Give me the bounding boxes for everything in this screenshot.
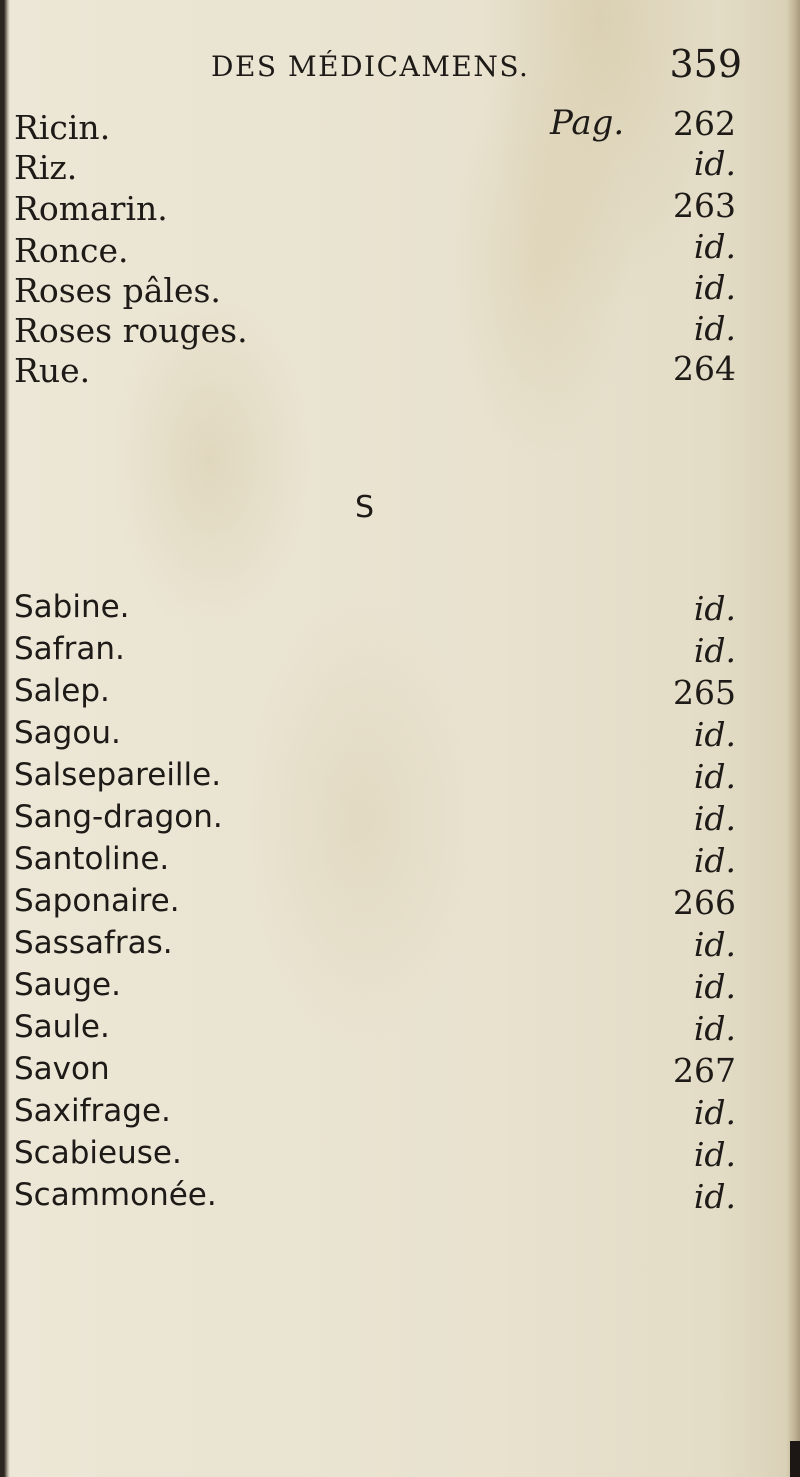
entry-page-rue: 264 xyxy=(673,349,736,388)
entry-name-roses-rouges: Roses rouges. xyxy=(14,311,248,350)
entry-page-scammonee: id. xyxy=(693,1177,736,1216)
entry-name-savon: Savon xyxy=(14,1051,110,1087)
entry-name-salep: Salep. xyxy=(14,673,110,709)
entry-name-sauge: Sauge. xyxy=(14,967,121,1003)
entry-name-sagou: Sagou. xyxy=(14,715,121,751)
entry-name-scabieuse: Scabieuse. xyxy=(14,1135,182,1171)
entry-page-saponaire: 266 xyxy=(673,883,736,922)
entry-name-sabine: Sabine. xyxy=(14,589,130,625)
entry-name-saule: Saule. xyxy=(14,1009,110,1045)
entry-page-ricin: 262 xyxy=(673,104,736,143)
entry-page-sagou: id. xyxy=(693,715,736,754)
entry-name-roses-pales: Roses pâles. xyxy=(14,271,221,310)
entry-name-ricin: Ricin. xyxy=(14,108,111,147)
running-title: DES MÉDICAMENS. xyxy=(211,50,530,83)
entry-page-santoline: id. xyxy=(693,841,736,880)
entry-page-safran: id. xyxy=(693,631,736,670)
entry-name-safran: Safran. xyxy=(14,631,125,667)
entry-name-sassafras: Sassafras. xyxy=(14,925,173,961)
entry-page-sassafras: id. xyxy=(693,925,736,964)
section-letter-s: S xyxy=(355,490,375,525)
entry-name-sang-dragon: Sang-dragon. xyxy=(14,799,223,835)
entry-name-romarin: Romarin. xyxy=(14,189,168,228)
left-margin-rule xyxy=(0,0,10,1477)
entry-page-sang-dragon: id. xyxy=(693,799,736,838)
page-edge-shadow xyxy=(786,0,800,1477)
entry-page-sabine: id. xyxy=(693,589,736,628)
entry-page-romarin: 263 xyxy=(673,186,736,225)
entry-name-saxifrage: Saxifrage. xyxy=(14,1093,171,1129)
entry-page-saxifrage: id. xyxy=(693,1093,736,1132)
entry-page-sauge: id. xyxy=(693,967,736,1006)
entry-name-salsepareille: Salsepareille. xyxy=(14,757,222,793)
entry-name-ronce: Ronce. xyxy=(14,231,129,270)
page-corner-mark xyxy=(790,1441,800,1477)
entry-page-riz: id. xyxy=(693,144,736,183)
entry-page-scabieuse: id. xyxy=(693,1135,736,1174)
entry-page-salep: 265 xyxy=(673,673,736,712)
entry-page-roses-rouges: id. xyxy=(693,309,736,348)
entry-page-saule: id. xyxy=(693,1009,736,1048)
entry-page-roses-pales: id. xyxy=(693,268,736,307)
pag-label: Pag. xyxy=(550,103,625,143)
entry-name-saponaire: Saponaire. xyxy=(14,883,180,919)
entry-name-rue: Rue. xyxy=(14,351,91,390)
entry-name-scammonee: Scammonée. xyxy=(14,1177,217,1213)
entry-name-riz: Riz. xyxy=(14,148,78,187)
entry-page-savon: 267 xyxy=(673,1051,736,1090)
entry-page-salsepareille: id. xyxy=(693,757,736,796)
entry-name-santoline: Santoline. xyxy=(14,841,170,877)
entry-page-ronce: id. xyxy=(693,227,736,266)
page-number: 359 xyxy=(669,42,742,86)
